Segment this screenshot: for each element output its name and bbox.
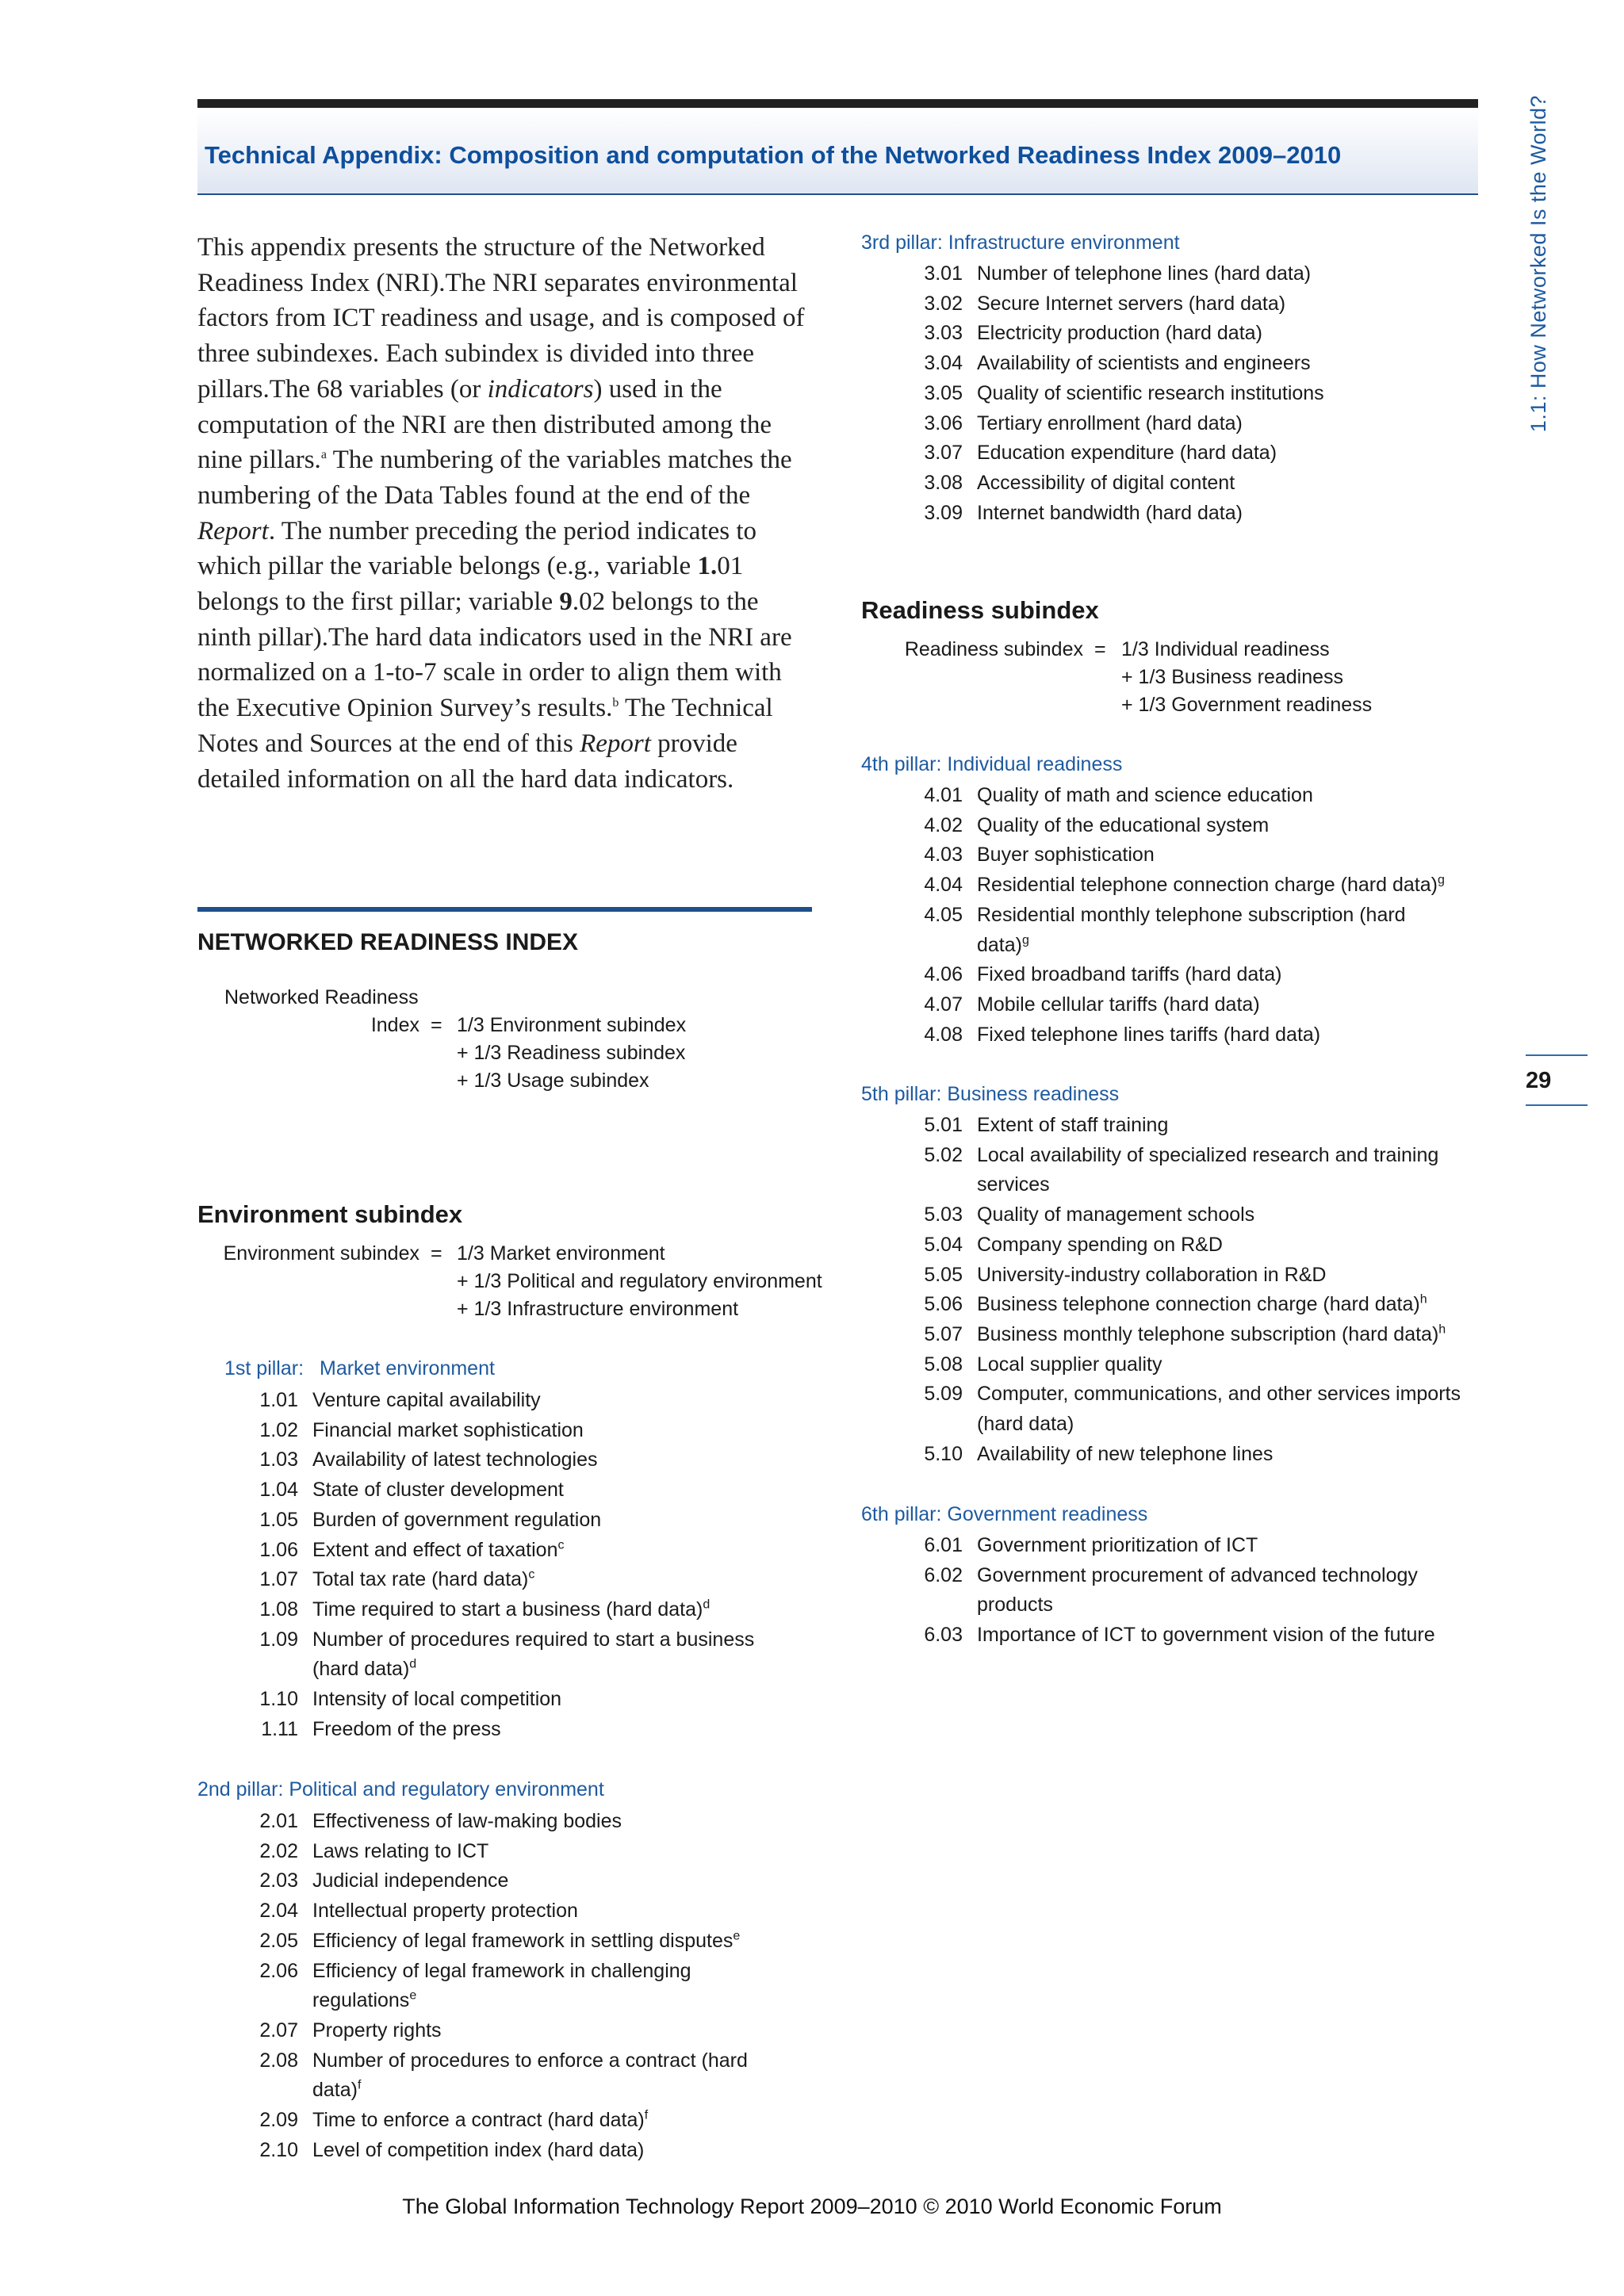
readiness-equals: = [1094,638,1106,660]
variable-label: Efficiency of legal framework in settling disputes$^e$ [312,1929,741,1952]
variable-number: 6.02 [924,1563,963,1586]
variable-item [227,1807,798,1837]
variable-number: 2.06 [259,1959,298,1982]
variable-item [891,1230,1462,1261]
variable-number: 2.02 [259,1839,298,1862]
variable-label: Residential telephone connection charge (hard data)$^g$ [977,873,1445,897]
variable-label: Laws relating to ICT [312,1839,489,1862]
variable-label: Intensity of local competition [312,1688,562,1711]
variable-item [891,1200,1462,1230]
variable-label: Business monthly telephone subscription (hard data)$^h$ [977,1322,1446,1345]
intro-paragraph: This appendix presents the structure of the Networked Readiness Index (NRI).The NRI separates environmental factors from ICT readiness and usage, and is composed of three subindexes. Each subindex is divided into three pillars.The 68 variables (or indicators) used in the computation of the NRI are then distributed among the nine pillars.$^a$ The numbering of the variables matches the numbering of the Data Tables found at the end of the Report. The number preceding the period indicates to which pillar the variable belongs (e.g., variable 1.01 belongs to the first pillar; variable 9.02 belongs to the ninth pillar).The hard data indicators used in the NRI are normalized on a 1-to-7 scale in order to align them with the Executive Opinion Survey’s results.$^b$ The Technical Notes and Sources at the end of this Report provide detailed information on all the hard data indicators. [197,233,805,794]
variable-item [227,1595,798,1625]
variable-number: 2.01 [259,1810,298,1832]
footnote-marker: c [528,1567,535,1582]
variable-item [227,2106,798,2136]
variable-item [891,1111,1462,1141]
pillar2-title: 2nd pillar: Political and regulatory environment [197,1778,604,1800]
variable-label: Time required to start a business (hard data)$^d$ [312,1598,710,1621]
footnote-marker: h [1419,1292,1427,1307]
page-number-rule-bottom [1526,1104,1588,1106]
variable-number: 3.07 [924,442,963,465]
pillar6-title: 6th pillar: Government readiness [861,1503,1148,1525]
variable-item [891,1290,1462,1320]
variable-label: Availability of scientists and engineers [977,352,1311,375]
variable-item [891,1561,1462,1621]
variable-label: Extent of staff training [977,1114,1169,1136]
nri-section-rule [197,907,812,912]
variable-number: 1.02 [259,1418,298,1441]
variable-number: 2.10 [259,2138,298,2161]
variable-item [227,2136,798,2166]
footnote-marker: f [644,2108,649,2122]
variable-label: Burden of government regulation [312,1508,602,1531]
variable-label: Effectiveness of law-making bodies [312,1810,622,1832]
variable-number: 3.03 [924,322,963,345]
variable-label: Quality of management schools [977,1203,1255,1226]
variable-number: 4.07 [924,993,963,1016]
variable-item [891,259,1462,289]
variable-label: Total tax rate (hard data)$^c$ [312,1567,535,1591]
variable-label: Local supplier quality [977,1353,1162,1376]
variable-number: 3.04 [924,352,963,375]
variable-label: Tertiary enrollment (hard data) [977,411,1243,434]
footer-copyright: The Global Information Technology Report 2009–2010 © 2010 World Economic Forum [402,2195,1222,2218]
variable-label: Government prioritization of ICT [977,1534,1258,1556]
variable-item [891,1380,1462,1439]
variable-item [891,349,1462,379]
nri-formula-line1: 1/3 Environment subindex [457,1014,687,1036]
variable-number: 4.08 [924,1023,963,1046]
variable-item [227,1866,798,1896]
variable-number: 1.01 [259,1389,298,1411]
variable-label: Accessibility of digital content [977,471,1235,494]
variable-item [891,1261,1462,1291]
variable-label: Extent and effect of taxation$^c$ [312,1538,565,1561]
variable-label: Availability of latest technologies [312,1448,598,1471]
variable-number: 6.01 [924,1534,963,1556]
environment-formula-line1: 1/3 Market environment [457,1242,665,1265]
variable-item [891,289,1462,320]
variable-item [891,871,1462,901]
variable-item [891,901,1462,960]
variable-label: Business telephone connection charge (hard data)$^h$ [977,1292,1427,1316]
variable-label: Property rights [312,2019,442,2042]
variable-label: Mobile cellular tariffs (hard data) [977,993,1260,1016]
variable-label: Company spending on R&D [977,1233,1223,1256]
variable-number: 3.02 [924,292,963,315]
readiness-formula-line2: + 1/3 Business readiness [1121,666,1344,688]
variable-number: 1.07 [259,1568,298,1591]
variable-item [227,1896,798,1927]
variable-number: 3.09 [924,501,963,524]
variable-number: 5.03 [924,1203,963,1226]
pillar5-title: 5th pillar: Business readiness [861,1083,1120,1105]
side-chapter-title: 1.1: How Networked Is the World? [1526,95,1550,433]
variable-item [227,1475,798,1506]
variable-number: 2.07 [259,2019,298,2042]
variable-number: 2.03 [259,1869,298,1892]
variable-number: 1.11 [261,1717,298,1740]
footnote-marker: g [1021,933,1029,947]
readiness-label: Readiness subindex [904,638,1083,660]
variable-number: 1.06 [259,1538,298,1561]
variable-label: Freedom of the press [312,1717,501,1740]
pillar5-list [891,1111,1462,1469]
variable-number: 2.09 [259,2109,298,2132]
variable-number: 5.10 [924,1442,963,1465]
readiness-formula-line3: + 1/3 Government readiness [1121,694,1373,716]
variable-label: Buyer sophistication [977,844,1155,867]
nri-formula-line3: + 1/3 Usage subindex [457,1070,649,1092]
variable-label: Residential monthly telephone subscription (hard data)$^g$ [977,903,1406,956]
variable-number: 2.04 [259,1900,298,1923]
variable-number: 5.05 [924,1263,963,1286]
variable-label: Number of telephone lines (hard data) [977,262,1312,285]
variable-number: 1.10 [259,1688,298,1711]
footnote-marker: e [409,1988,417,2003]
variable-item [891,1320,1462,1350]
variable-item [891,990,1462,1020]
variable-label: Time to enforce a contract (hard data)$^f$ [312,2108,649,2132]
page-number-rule-top [1526,1054,1588,1056]
variable-number: 5.02 [924,1143,963,1166]
footnote-marker: c [557,1538,565,1552]
variable-label: Quality of scientific research institutions [977,381,1324,404]
variable-item [227,1927,798,1957]
environment-formula-line3: + 1/3 Infrastructure environment [457,1298,739,1320]
variable-number: 3.01 [924,262,963,285]
nri-label-line2: Index [370,1014,419,1036]
environment-formula-line2: + 1/3 Political and regulatory environment [457,1270,822,1292]
variable-label: Quality of math and science education [977,784,1313,806]
variable-label: University-industry collaboration in R&D [977,1263,1327,1286]
variable-item [891,1621,1462,1651]
variable-label: Level of competition index (hard data) [312,2138,645,2161]
nri-label-line1: Networked Readiness [224,986,419,1008]
nri-formula-line2: + 1/3 Readiness subindex [457,1042,686,1064]
variable-label: Internet bandwidth (hard data) [977,501,1243,524]
variable-item [227,1416,798,1446]
variable-item [227,2046,798,2106]
variable-number: 4.06 [924,963,963,986]
variable-number: 5.04 [924,1233,963,1256]
variable-label: Local availability of specialized research and training services [977,1143,1439,1196]
variable-item [891,379,1462,409]
nri-heading: NETWORKED READINESS INDEX [197,929,579,955]
variable-label: Secure Internet servers (hard data) [977,292,1286,315]
pillar3-title: 3rd pillar: Infrastructure environment [861,232,1180,254]
variable-number: 4.03 [924,844,963,867]
side-chapter-title-wrap [1515,95,1562,452]
variable-number: 2.08 [259,2049,298,2072]
variable-number: 5.08 [924,1353,963,1376]
variable-item [891,1440,1462,1470]
page-title: Technical Appendix: Composition and computation of the Networked Readiness Index 2009–2010 [205,141,1342,169]
variable-label: State of cluster development [312,1479,564,1502]
variable-label: Fixed broadband tariffs (hard data) [977,963,1282,986]
footnote-marker: e [733,1929,741,1943]
variable-number: 6.03 [924,1624,963,1647]
variable-number: 3.06 [924,411,963,434]
variable-number: 4.02 [924,813,963,836]
variable-item [891,469,1462,499]
variable-item [891,499,1462,529]
variable-item [891,1020,1462,1050]
variable-label: Judicial independence [312,1869,509,1892]
footnote-marker: h [1438,1322,1446,1337]
variable-label: Fixed telephone lines tariffs (hard data) [977,1023,1321,1046]
variable-item [891,409,1462,439]
variable-item [891,781,1462,811]
variable-item [227,1565,798,1595]
variable-number: 2.05 [259,1929,298,1952]
variable-label: Financial market sophistication [312,1418,584,1441]
variable-number: 1.04 [259,1479,298,1502]
variable-label: Number of procedures to enforce a contract (hard data)$^f$ [312,2049,748,2102]
footnote-marker: f [357,2079,362,2092]
variable-label: Electricity production (hard data) [977,322,1262,345]
variable-item [891,840,1462,871]
variable-number: 4.01 [924,784,963,806]
variable-item [891,1141,1462,1200]
variable-number: 4.04 [924,874,963,897]
variable-number: 5.09 [924,1383,963,1406]
variable-item [227,1386,798,1416]
variable-number: 1.08 [259,1598,298,1621]
footnote-marker: d [409,1658,417,1671]
environment-heading: Environment subindex [197,1200,463,1228]
variable-item [227,1536,798,1566]
variable-number: 1.09 [259,1628,298,1651]
readiness-formula-line1: 1/3 Individual readiness [1121,638,1330,660]
page-number: 29 [1526,1068,1552,1093]
variable-label: Efficiency of legal framework in challenging regulations$^e$ [312,1959,691,2012]
footnote-marker: d [703,1598,710,1612]
variable-item [891,438,1462,469]
variable-label: Quality of the educational system [977,813,1270,836]
readiness-heading: Readiness subindex [861,596,1099,624]
environment-label: Environment subindex [223,1242,419,1265]
variable-item [227,2016,798,2046]
pillar1-prefix: 1st pillar: [224,1357,304,1380]
variable-number: 1.03 [259,1448,298,1471]
variable-item [891,319,1462,349]
variable-label: Venture capital availability [312,1389,541,1411]
variable-item [227,1837,798,1867]
variable-item [891,960,1462,990]
variable-label: Number of procedures required to start a business (hard data)$^d$ [312,1628,755,1681]
variable-label: Importance of ICT to government vision of the future [977,1624,1435,1647]
pillar1-name: Market environment [320,1357,495,1380]
variable-number: 5.07 [924,1322,963,1345]
variable-label: Education expenditure (hard data) [977,442,1277,465]
variable-label: Availability of new telephone lines [977,1442,1274,1465]
variable-number: 5.01 [924,1114,963,1136]
pillar6-list [891,1531,1462,1651]
variable-item [227,1506,798,1536]
variable-label: Computer, communications, and other services imports (hard data) [977,1383,1461,1436]
variable-item [227,1625,798,1685]
variable-item [227,1445,798,1475]
pillar4-list [891,781,1462,1050]
variable-number: 1.05 [259,1508,298,1531]
variable-item [891,1531,1462,1561]
variable-item [891,1350,1462,1380]
variable-number: 5.06 [924,1293,963,1316]
pillar1-list [227,1386,798,1744]
pillar4-title: 4th pillar: Individual readiness [861,753,1123,775]
footnote-marker: g [1437,873,1445,887]
variable-item [891,811,1462,841]
pillar3-list [891,259,1462,528]
pillar2-list [227,1807,798,2165]
variable-item [227,1685,798,1715]
variable-label: Intellectual property protection [312,1900,578,1923]
variable-item [227,1957,798,2016]
variable-number: 3.08 [924,471,963,494]
environment-equals: = [431,1242,442,1265]
header-top-rule [197,99,1478,108]
variable-item [227,1715,798,1745]
variable-label: Government procurement of advanced technology products [977,1563,1418,1617]
nri-equals: = [431,1014,442,1036]
variable-number: 3.05 [924,381,963,404]
variable-number: 4.05 [924,903,963,926]
